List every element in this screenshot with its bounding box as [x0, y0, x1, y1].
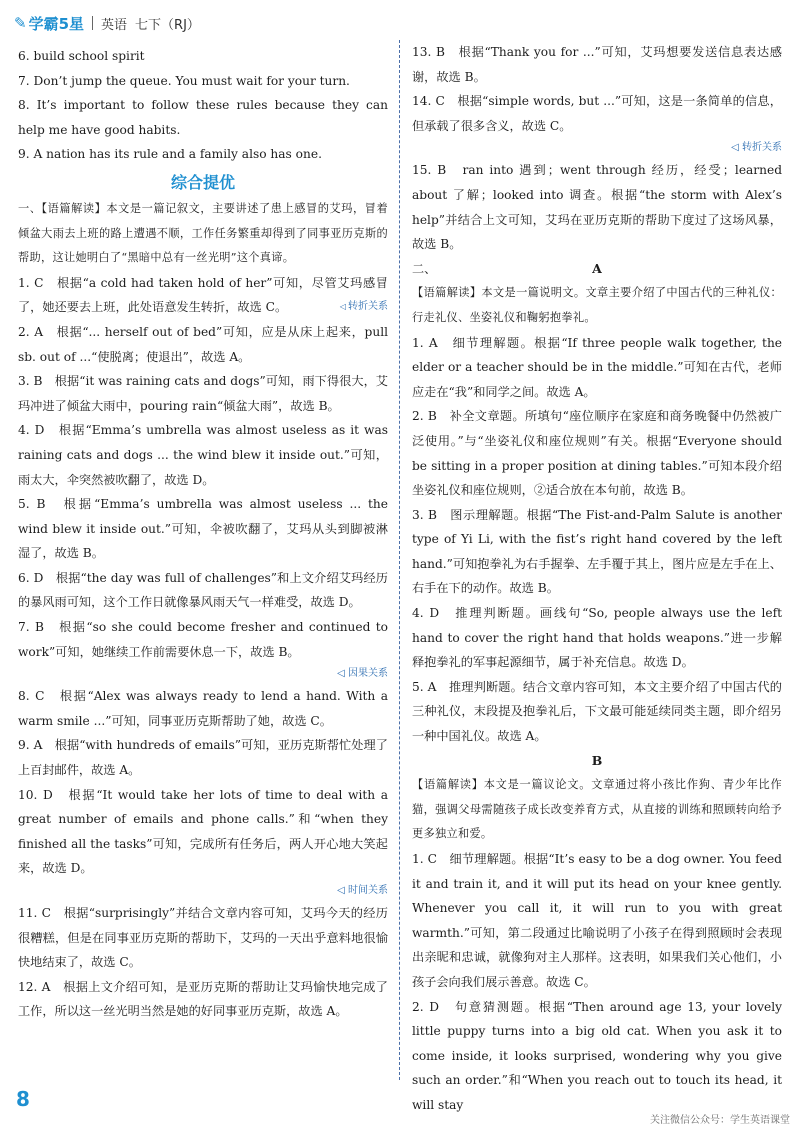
answer-item: 3. B 根据“it was raining cats and dogs”可知，雨下得很大，艾玛冲进了倾盆大雨中，pouring rain“倾盆大雨”，故选 B。: [18, 374, 388, 413]
page-number: 8: [16, 1087, 30, 1111]
header-divider: [92, 16, 93, 30]
answer-item: 6. D 根据“the day was full of challenges”和上文介绍艾玛经历的暴风雨可知，这个工作日就像暴风雨天气一样难受，故选 D。: [18, 570, 388, 610]
answer-item: 5. A 推理判断题。结合文章内容可知，本文主要介绍了中国古代的三种礼仪，末段提及抱拳礼后，下文最可能延续同类主题，即介绍另一种中国礼仪。故选 A。: [412, 679, 782, 744]
answer-item: 2. A 根据“... herself out of bed”可知，应是从床上起来，pull sb. out of ...“使脱离；使退出”，故选 A。: [18, 324, 388, 364]
answer-item: 11. C 根据“surprisingly”并结合文章内容可知，艾玛今天的经历很糟糕，但是在同事亚历克斯的帮助下，艾玛的一天出乎意料地很愉快地结束了，故选 C。: [18, 906, 388, 970]
right-column: [412, 40, 782, 1118]
answer-line: 9. A nation has its rule and a family also has one.: [18, 147, 322, 162]
part-a-label: A: [592, 260, 602, 276]
part-two-label: 二、: [412, 261, 437, 276]
left-column: [18, 44, 388, 1024]
answer-item: 9. A 根据“with hundreds of emails”可知，亚历克斯帮忙处理了上百封邮件，故选 A。: [18, 738, 388, 778]
relation-tag: ◁ 因果关系: [337, 668, 388, 680]
answer-item: 5. B 根据“Emma’s umbrella was almost useless ... the wind blew it inside out.”可知，伞被吹翻了，艾玛从头到脚被淋湿了，故选 B。: [18, 497, 388, 561]
header-subject: 英语: [101, 17, 128, 33]
answer-item: 15. B ran into 遇到；went through 经历，经受；learned about 了解；looked into 调查。根据“the storm with Alex’s help”并结合上文可知，艾玛在亚历克斯的帮助下度过了这场风暴，故选 B。: [412, 163, 782, 252]
part-b-label: B: [591, 752, 603, 768]
answer-line: 6. build school spirit: [18, 49, 145, 63]
header-grade: 七下（RJ）: [135, 17, 200, 33]
part-two-header: [412, 257, 782, 282]
answer-item: 12. A 根据上文介绍可知，是亚历克斯的帮助让艾玛愉快地完成了工作，所以这一丝光明当然是她的好同事亚历克斯，故选 A。: [18, 979, 388, 1019]
answer-item: 4. D 根据“Emma’s umbrella was almost useless as it was raining cats and dogs ... the wind blew it inside out.”可知，雨太大，伞突然被吹翻了，故选 D。: [18, 423, 388, 487]
answer-line: 8. It’s important to follow these rules because they can help me have good habits.: [18, 98, 388, 137]
relation-tag: ◁ 时间关系: [337, 885, 388, 896]
passage-intro: 一、【语篇解读】本文是一篇记叙文，主要讲述了患上感冒的艾玛，冒着倾盆大雨去上班的路上遭遇不顺，工作任务繁重却得到了同事亚历克斯的帮助，这让她明白了“黑暗中总有一丝光明”这个真谛。: [18, 201, 388, 265]
page-header: [14, 10, 200, 36]
passage-intro: 【语篇解读】本文是一篇说明文。文章主要介绍了中国古代的三种礼仪：行走礼仪、坐姿礼仪和鞠躬抱拳礼。: [412, 286, 782, 324]
brand-name: 学霸5星: [28, 14, 85, 33]
answer-item: 3. B 图示理解题。根据“The Fist-and-Palm Salute is another type of Yi Li, with the fist’s right hand covered by the left hand.”可知抱拳礼为右手握拳、左手覆于其上，图片应是左手在上、右手在下的动作。故选 B。: [412, 507, 782, 596]
passage-intro: 【语篇解读】本文是一篇议论文。文章通过将小孩比作狗、青少年比作猫，强调父母需随孩子成长改变养育方式，从直接的训练和照顾转向给予更多独立和爱。: [412, 778, 782, 841]
answer-item: 10. D 根据“It would take her lots of time to deal with a great number of emails and phone calls.”和“when they finished all the tasks”可知，完成所有任务后，两人开心地大笑起来，故选 D。: [18, 787, 388, 876]
answer-item: 7. B 根据“so she could become fresher and continued to work”可知，她继续工作前需要休息一下，故选 B。: [18, 620, 388, 659]
relation-tag: ◁ 转折关系: [731, 142, 782, 154]
answer-item: 2. D 句意猜测题。根据“Then around age 13, your lovely little puppy turns into a big old cat. When you ask it to come inside, it looks surprised, wondering why you give such an order.”和“When you reach out to touch its head, it will stay: [412, 999, 782, 1112]
footer-note: 关注微信公众号：学生英语课堂: [650, 1115, 790, 1126]
answer-item: 1. A 细节理解题。根据“If three people walk together, the elder or a teacher should be in the middle.”可知在古代，老师应走在“我”和同学之间。故选 A。: [412, 335, 782, 399]
brand-wing-icon: ✎: [14, 14, 27, 32]
section-title: 综合提优: [170, 172, 235, 192]
answer-item: 1. C 细节理解题。根据“It’s easy to be a dog owner. You feed it and train it, and it will put its head on your knee gently. Whenever you call it, it will run to you with great warmth.”可知，第二段通过比喻说明了小孩子在得到照顾时会表现出亲昵和忠诚，就像狗对主人那样。这表明，如果我们关心他们，小孩子会向我们展示善意。故选 C。: [412, 852, 782, 989]
answer-item: 8. C 根据“Alex was always ready to lend a hand. With a warm smile ...”可知，同事亚历克斯帮助了她，故选 C。: [18, 689, 388, 728]
answer-item: 4. D 推理判断题。画线句“So, people always use the left hand to cover the right hand that holds weapons.”进一步解释抱拳礼的军事起源细节，属于补充信息。故选 D。: [412, 606, 782, 670]
answer-item: 1. C 根据“a cold had taken hold of her”可知，尽管艾玛感冒了，她还要去上班，此处语意发生转折，故选 C。 ◁ 转折关系: [18, 271, 388, 320]
brand-logo: [14, 13, 84, 34]
relation-tag: ◁ 转折关系: [339, 301, 388, 313]
answer-item: 2. B 补全文章题。所填句“座位顺序在家庭和商务晚餐中仍然被广泛使用。”与“坐姿礼仪和座位规则”有关。根据“Everyone should be sitting in a proper position at dining tables.”可知本段介绍坐姿礼仪和座位规则，②适合放在本句前，故选 B。: [412, 409, 782, 498]
column-divider: [399, 40, 400, 1080]
answer-item: 13. B 根据“Thank you for ...”可知，艾玛想要发送信息表达感谢，故选 B。: [412, 45, 782, 84]
answer-item: 14. C 根据“simple words, but ...”可知，这是一条简单的信息，但承载了很多含义，故选 C。: [412, 94, 782, 133]
answer-line: 7. Don’t jump the queue. You must wait for your turn.: [18, 73, 350, 88]
